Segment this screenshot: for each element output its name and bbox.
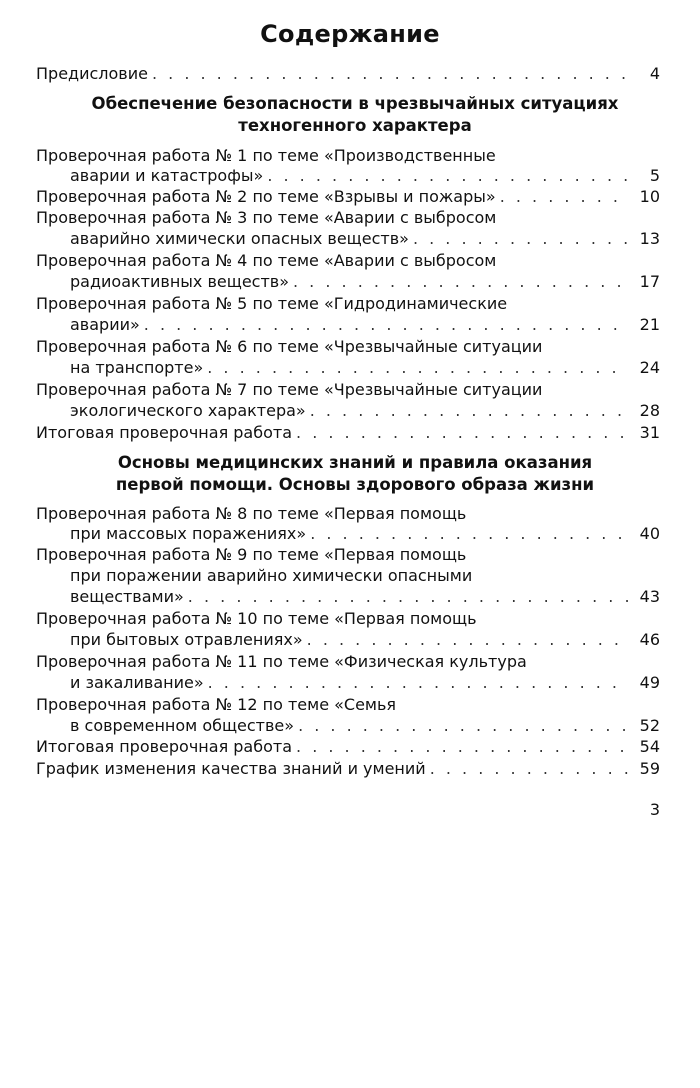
toc-page-number: 24: [639, 358, 660, 377]
toc-entry-line: при поражении аварийно химически опасными: [70, 566, 473, 585]
toc-entry-final-test-1[interactable]: [36, 423, 660, 443]
toc-page-number: 5: [649, 166, 660, 185]
toc-entry-label: аварии и катастрофы»: [70, 166, 264, 185]
toc-entry-1[interactable]: [70, 166, 660, 186]
toc-entry-11[interactable]: [70, 673, 660, 693]
toc-entry-line: Проверочная работа № 3 по теме «Аварии с выбросом: [36, 208, 497, 227]
section-heading: Обеспечение безопасности в чрезвычайных ситуациях: [91, 94, 619, 113]
toc-entry-line: Проверочная работа № 12 по теме «Семья: [36, 695, 397, 714]
leader-dots: [298, 716, 628, 736]
toc-entry-line: Проверочная работа № 7 по теме «Чрезвычайные ситуации: [36, 380, 543, 399]
toc-entry-label: веществами»: [70, 587, 184, 606]
toc-entry-label: радиоактивных веществ»: [70, 272, 289, 291]
toc-entry-label: Итоговая проверочная работа: [36, 737, 293, 756]
toc-entry-line: Проверочная работа № 4 по теме «Аварии с выбросом: [36, 251, 497, 270]
toc-entry-label: и закаливание»: [70, 673, 204, 692]
toc-page-number: 49: [639, 673, 660, 692]
toc-entry-label: при бытовых отравлениях»: [70, 630, 303, 649]
toc-entry-line: Проверочная работа № 10 по теме «Первая помощь: [36, 609, 477, 628]
toc-page-number: 40: [639, 524, 660, 543]
leader-dots: [188, 587, 628, 607]
toc-entry-line: Проверочная работа № 9 по теме «Первая помощь: [36, 545, 467, 564]
toc-entry-line: Проверочная работа № 5 по теме «Гидродинамические: [36, 294, 508, 313]
toc-entry-12[interactable]: [70, 716, 660, 736]
toc-page-number: 13: [639, 229, 660, 248]
leader-dots: [152, 64, 628, 84]
toc-entry-label: График изменения качества знаний и умений: [36, 759, 426, 778]
page-title: Содержание: [260, 20, 440, 48]
toc-entry-label: Итоговая проверочная работа: [36, 423, 293, 442]
toc-entry-label: Проверочная работа № 2 по теме «Взрывы и пожары»: [36, 187, 496, 206]
leader-dots: [207, 358, 628, 378]
toc-page-number: 10: [639, 187, 660, 206]
leader-dots: [430, 759, 628, 779]
toc-page-number: 31: [639, 423, 660, 442]
leader-dots: [267, 166, 628, 186]
toc-entry-label: аварии»: [70, 315, 140, 334]
toc-entry-label: экологического характера»: [70, 401, 306, 420]
leader-dots: [310, 401, 628, 421]
toc-entry-3[interactable]: [70, 229, 660, 249]
toc-page-number: 21: [639, 315, 660, 334]
leader-dots: [296, 423, 628, 443]
section-heading: техногенного характера: [238, 116, 472, 135]
toc-entry-8[interactable]: [70, 524, 660, 544]
leader-dots: [500, 187, 628, 207]
toc-page-number: 28: [639, 401, 660, 420]
toc-entry-4[interactable]: [70, 272, 660, 292]
page-number: 3: [649, 800, 660, 819]
toc-page-number: 17: [639, 272, 660, 291]
section-heading: первой помощи. Основы здорового образа жизни: [115, 475, 595, 494]
toc-entry-line: Проверочная работа № 11 по теме «Физическая культура: [36, 652, 527, 671]
toc-entry-label: на транспорте»: [70, 358, 204, 377]
toc-entry-6[interactable]: [70, 358, 660, 378]
leader-dots: [310, 524, 628, 544]
toc-entry-final-test-2[interactable]: [36, 737, 660, 757]
toc-page-number: 54: [639, 737, 660, 756]
toc-entry-line: Проверочная работа № 6 по теме «Чрезвычайные ситуации: [36, 337, 543, 356]
toc-entry-label: Предисловие: [36, 64, 148, 83]
toc-entry-2[interactable]: [36, 187, 660, 207]
toc-page-number: 4: [649, 64, 660, 83]
toc-page-number: 59: [639, 759, 660, 778]
toc-page-number: 52: [639, 716, 660, 735]
toc-entry-7[interactable]: [70, 401, 660, 421]
leader-dots: [144, 315, 628, 335]
leader-dots: [307, 630, 628, 650]
toc-page-number: 43: [639, 587, 660, 606]
toc-page-number: 46: [639, 630, 660, 649]
section-heading: Основы медицинских знаний и правила оказания: [117, 453, 593, 472]
leader-dots: [208, 673, 628, 693]
toc-entry-9[interactable]: [70, 587, 660, 607]
toc-entry-10[interactable]: [70, 630, 660, 650]
toc-entry-label: аварийно химически опасных веществ»: [70, 229, 409, 248]
leader-dots: [413, 229, 628, 249]
toc-entry-5[interactable]: [70, 315, 660, 335]
toc-entry-line: Проверочная работа № 1 по теме «Производственные: [36, 146, 496, 165]
toc-entry-label: в современном обществе»: [70, 716, 295, 735]
toc-entry-label: при массовых поражениях»: [70, 524, 307, 543]
toc-entry-line: Проверочная работа № 8 по теме «Первая помощь: [36, 504, 467, 523]
leader-dots: [296, 737, 628, 757]
leader-dots: [293, 272, 628, 292]
toc-entry-progress-chart[interactable]: [36, 759, 660, 779]
toc-entry-preface[interactable]: [36, 64, 660, 84]
